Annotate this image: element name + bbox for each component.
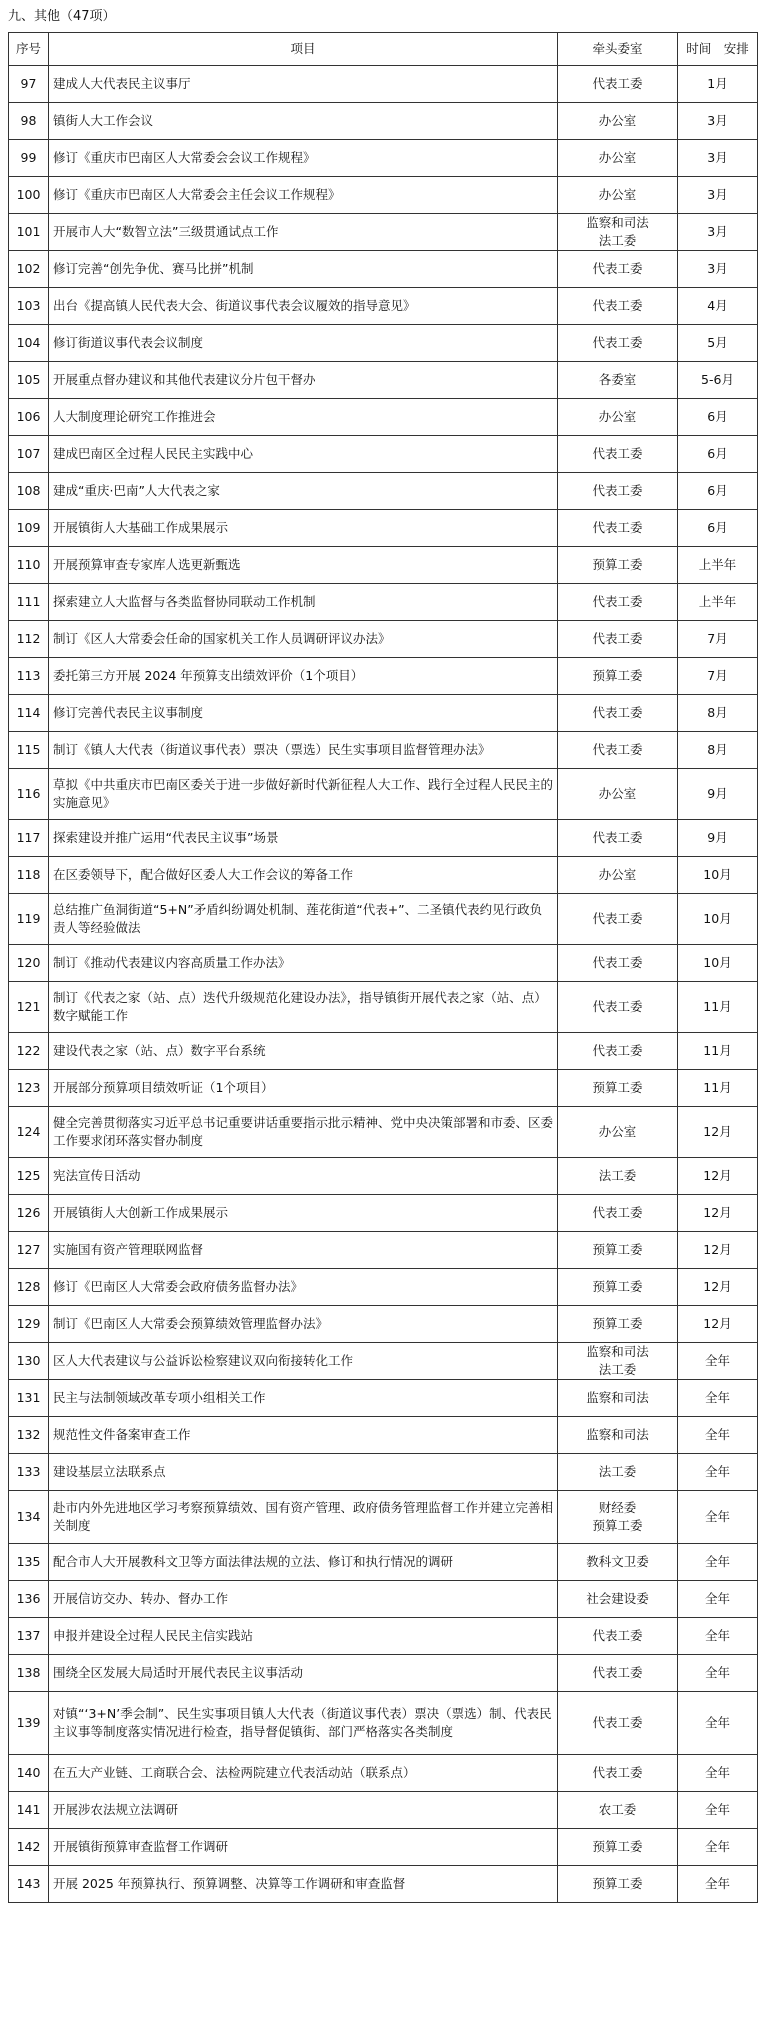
row-number: 139 xyxy=(9,1692,49,1755)
row-time: 3月 xyxy=(678,177,758,214)
row-dept xyxy=(558,1581,678,1618)
dept-line: 办公室 xyxy=(598,409,637,424)
row-time: 8月 xyxy=(678,732,758,769)
row-dept xyxy=(558,1158,678,1195)
dept-line: 代表工委 xyxy=(592,830,643,845)
table-row xyxy=(9,547,758,584)
row-item: 修订完善“创先争优、赛马比拼”机制 xyxy=(49,251,558,288)
row-number: 105 xyxy=(9,362,49,399)
row-dept xyxy=(558,945,678,982)
row-number: 118 xyxy=(9,857,49,894)
row-number: 107 xyxy=(9,436,49,473)
table-row xyxy=(9,399,758,436)
row-item: 委托第三方开展 2024 年预算支出绩效评价（1个项目） xyxy=(49,658,558,695)
row-item: 民主与法制领域改革专项小组相关工作 xyxy=(49,1380,558,1417)
row-time: 上半年 xyxy=(678,547,758,584)
row-number: 126 xyxy=(9,1195,49,1232)
row-dept xyxy=(558,1380,678,1417)
col-header-item: 项目 xyxy=(49,33,558,66)
row-number: 112 xyxy=(9,621,49,658)
row-dept xyxy=(558,1070,678,1107)
row-dept xyxy=(558,769,678,820)
table-row xyxy=(9,473,758,510)
row-time: 1月 xyxy=(678,66,758,103)
row-time: 全年 xyxy=(678,1792,758,1829)
row-number: 129 xyxy=(9,1306,49,1343)
row-dept xyxy=(558,1454,678,1491)
row-time: 11月 xyxy=(678,982,758,1033)
table-row xyxy=(9,1829,758,1866)
dept-line: 代表工委 xyxy=(592,705,643,720)
row-item: 修订完善代表民主议事制度 xyxy=(49,695,558,732)
row-time: 3月 xyxy=(678,214,758,251)
row-number: 130 xyxy=(9,1343,49,1380)
row-time: 12月 xyxy=(678,1232,758,1269)
row-time: 6月 xyxy=(678,510,758,547)
dept-line: 农工委 xyxy=(598,1802,637,1817)
row-number: 135 xyxy=(9,1544,49,1581)
row-item: 探索建设并推广运用“代表民主议事”场景 xyxy=(49,820,558,857)
row-number: 120 xyxy=(9,945,49,982)
row-time: 6月 xyxy=(678,399,758,436)
row-item: 出台《提高镇人民代表大会、街道议事代表会议履效的指导意见》 xyxy=(49,288,558,325)
dept-line: 办公室 xyxy=(598,867,637,882)
work-plan-table xyxy=(8,32,758,1903)
row-item: 镇街人大工作会议 xyxy=(49,103,558,140)
dept-line: 代表工委 xyxy=(592,298,643,313)
table-row xyxy=(9,1792,758,1829)
row-dept xyxy=(558,621,678,658)
row-item: 对镇“‘3+N’季会制”、民生实事项目镇人大代表（街道议事代表）票决（票选）制、代表民主议事等制度落实情况进行检查，指导督促镇街、部门严格落实各类制度 xyxy=(49,1692,558,1755)
row-number: 108 xyxy=(9,473,49,510)
row-time: 10月 xyxy=(678,857,758,894)
row-number: 122 xyxy=(9,1033,49,1070)
row-item: 区人大代表建议与公益诉讼检察建议双向衔接转化工作 xyxy=(49,1343,558,1380)
row-dept xyxy=(558,399,678,436)
row-time: 9月 xyxy=(678,820,758,857)
dept-line: 预算工委 xyxy=(592,1316,643,1331)
row-time: 6月 xyxy=(678,436,758,473)
table-row xyxy=(9,732,758,769)
row-dept xyxy=(558,584,678,621)
dept-line: 法工委 xyxy=(598,1362,637,1377)
row-number: 137 xyxy=(9,1618,49,1655)
row-item: 在区委领导下，配合做好区委人大工作会议的筹备工作 xyxy=(49,857,558,894)
table-row xyxy=(9,1581,758,1618)
row-item: 建设代表之家（站、点）数字平台系统 xyxy=(49,1033,558,1070)
row-number: 131 xyxy=(9,1380,49,1417)
row-time: 全年 xyxy=(678,1491,758,1544)
row-number: 115 xyxy=(9,732,49,769)
row-number: 99 xyxy=(9,140,49,177)
row-item: 建成巴南区全过程人民民主实践中心 xyxy=(49,436,558,473)
table-row xyxy=(9,1195,758,1232)
row-item: 建成“重庆·巴南”人大代表之家 xyxy=(49,473,558,510)
row-dept xyxy=(558,1829,678,1866)
dept-line: 法工委 xyxy=(598,1168,637,1183)
row-item: 开展镇街人大基础工作成果展示 xyxy=(49,510,558,547)
row-number: 119 xyxy=(9,894,49,945)
dept-line: 监察和司法 xyxy=(586,1390,649,1405)
row-number: 113 xyxy=(9,658,49,695)
dept-line: 法工委 xyxy=(598,233,637,248)
dept-line: 办公室 xyxy=(598,1124,637,1139)
row-dept xyxy=(558,1306,678,1343)
table-row xyxy=(9,820,758,857)
row-number: 106 xyxy=(9,399,49,436)
row-time: 全年 xyxy=(678,1581,758,1618)
table-row xyxy=(9,1755,758,1792)
row-time: 12月 xyxy=(678,1195,758,1232)
table-row xyxy=(9,769,758,820)
row-dept xyxy=(558,1544,678,1581)
col-header-no: 序号 xyxy=(9,33,49,66)
row-item: 总结推广鱼洞街道“5+N”矛盾纠纷调处机制、莲花街道“代表+”、二圣镇代表约见行政负责人等经验做法 xyxy=(49,894,558,945)
dept-line: 代表工委 xyxy=(592,955,643,970)
row-time: 4月 xyxy=(678,288,758,325)
row-number: 140 xyxy=(9,1755,49,1792)
table-row xyxy=(9,1417,758,1454)
row-number: 133 xyxy=(9,1454,49,1491)
dept-line: 预算工委 xyxy=(592,668,643,683)
row-time: 3月 xyxy=(678,251,758,288)
table-row xyxy=(9,1343,758,1380)
dept-line: 代表工委 xyxy=(592,520,643,535)
row-dept xyxy=(558,1033,678,1070)
row-dept xyxy=(558,251,678,288)
row-item: 探索建立人大监督与各类监督协同联动工作机制 xyxy=(49,584,558,621)
dept-line: 监察和司法 xyxy=(586,1344,649,1359)
dept-line: 代表工委 xyxy=(592,335,643,350)
row-item: 制订《推动代表建议内容高质量工作办法》 xyxy=(49,945,558,982)
row-item: 人大制度理论研究工作推进会 xyxy=(49,399,558,436)
dept-line: 社会建设委 xyxy=(586,1591,649,1606)
row-dept xyxy=(558,982,678,1033)
dept-line: 办公室 xyxy=(598,113,637,128)
table-row xyxy=(9,1692,758,1755)
dept-line: 代表工委 xyxy=(592,1765,643,1780)
row-item: 制订《镇人大代表（街道议事代表）票决（票选）民生实事项目监督管理办法》 xyxy=(49,732,558,769)
row-item: 开展信访交办、转办、督办工作 xyxy=(49,1581,558,1618)
table-row xyxy=(9,66,758,103)
table-header-row xyxy=(9,33,758,66)
row-item: 修订街道议事代表会议制度 xyxy=(49,325,558,362)
row-time: 10月 xyxy=(678,894,758,945)
dept-line: 预算工委 xyxy=(592,557,643,572)
row-item: 建成人大代表民主议事厅 xyxy=(49,66,558,103)
row-item: 制订《巴南区人大常委会预算绩效管理监督办法》 xyxy=(49,1306,558,1343)
col-header-dept: 牵头委室 xyxy=(558,33,678,66)
row-time: 5月 xyxy=(678,325,758,362)
col-header-time: 时间 安排 xyxy=(678,33,758,66)
row-item: 制订《区人大常委会任命的国家机关工作人员调研评议办法》 xyxy=(49,621,558,658)
dept-line: 预算工委 xyxy=(592,1839,643,1854)
row-time: 12月 xyxy=(678,1269,758,1306)
row-time: 全年 xyxy=(678,1380,758,1417)
table-row xyxy=(9,982,758,1033)
table-row xyxy=(9,894,758,945)
row-dept xyxy=(558,140,678,177)
table-row xyxy=(9,1866,758,1903)
table-row xyxy=(9,325,758,362)
row-dept xyxy=(558,177,678,214)
row-time: 全年 xyxy=(678,1866,758,1903)
row-item: 建设基层立法联系点 xyxy=(49,1454,558,1491)
dept-line: 预算工委 xyxy=(592,1080,643,1095)
row-dept xyxy=(558,1343,678,1380)
row-item: 开展涉农法规立法调研 xyxy=(49,1792,558,1829)
row-dept xyxy=(558,1655,678,1692)
row-time: 全年 xyxy=(678,1692,758,1755)
row-number: 127 xyxy=(9,1232,49,1269)
row-number: 109 xyxy=(9,510,49,547)
row-dept xyxy=(558,103,678,140)
dept-line: 办公室 xyxy=(598,187,637,202)
dept-line: 各委室 xyxy=(598,372,637,387)
row-time: 全年 xyxy=(678,1655,758,1692)
row-number: 116 xyxy=(9,769,49,820)
row-time: 全年 xyxy=(678,1454,758,1491)
row-dept xyxy=(558,473,678,510)
row-dept xyxy=(558,1866,678,1903)
row-dept xyxy=(558,325,678,362)
row-dept xyxy=(558,1269,678,1306)
table-row xyxy=(9,1380,758,1417)
dept-line: 预算工委 xyxy=(592,1876,643,1891)
row-item: 在五大产业链、工商联合会、法检两院建立代表活动站（联系点） xyxy=(49,1755,558,1792)
table-row xyxy=(9,1107,758,1158)
row-dept xyxy=(558,1107,678,1158)
row-time: 9月 xyxy=(678,769,758,820)
dept-line: 预算工委 xyxy=(592,1242,643,1257)
row-time: 3月 xyxy=(678,103,758,140)
row-time: 12月 xyxy=(678,1306,758,1343)
row-number: 98 xyxy=(9,103,49,140)
row-item: 规范性文件备案审查工作 xyxy=(49,1417,558,1454)
table-row xyxy=(9,1269,758,1306)
row-time: 12月 xyxy=(678,1107,758,1158)
row-number: 134 xyxy=(9,1491,49,1544)
row-dept xyxy=(558,547,678,584)
row-time: 6月 xyxy=(678,473,758,510)
row-time: 8月 xyxy=(678,695,758,732)
row-number: 114 xyxy=(9,695,49,732)
dept-line: 代表工委 xyxy=(592,446,643,461)
dept-line: 办公室 xyxy=(598,786,637,801)
table-row xyxy=(9,1491,758,1544)
row-item: 健全完善贯彻落实习近平总书记重要讲话重要指示批示精神、党中央决策部署和市委、区委工作要求闭环落实督办制度 xyxy=(49,1107,558,1158)
table-row xyxy=(9,214,758,251)
row-item: 开展预算审查专家库人选更新甄选 xyxy=(49,547,558,584)
row-number: 102 xyxy=(9,251,49,288)
row-item: 修订《巴南区人大常委会政府债务监督办法》 xyxy=(49,1269,558,1306)
row-number: 128 xyxy=(9,1269,49,1306)
table-row xyxy=(9,140,758,177)
table-row xyxy=(9,362,758,399)
table-row xyxy=(9,177,758,214)
row-time: 全年 xyxy=(678,1618,758,1655)
row-item: 修订《重庆市巴南区人大常委会主任会议工作规程》 xyxy=(49,177,558,214)
row-time: 10月 xyxy=(678,945,758,982)
table-row xyxy=(9,1618,758,1655)
row-item: 修订《重庆市巴南区人大常委会会议工作规程》 xyxy=(49,140,558,177)
row-number: 110 xyxy=(9,547,49,584)
row-dept xyxy=(558,1417,678,1454)
dept-line: 教科文卫委 xyxy=(586,1554,649,1569)
row-dept xyxy=(558,1755,678,1792)
row-time: 全年 xyxy=(678,1544,758,1581)
row-item: 制订《代表之家（站、点）迭代升级规范化建设办法》，指导镇街开展代表之家（站、点）数字赋能工作 xyxy=(49,982,558,1033)
table-row xyxy=(9,103,758,140)
row-dept xyxy=(558,66,678,103)
row-item: 草拟《中共重庆市巴南区委关于进一步做好新时代新征程人大工作、践行全过程人民民主的实施意见》 xyxy=(49,769,558,820)
dept-line: 代表工委 xyxy=(592,594,643,609)
table-row xyxy=(9,1033,758,1070)
row-dept xyxy=(558,1692,678,1755)
table-body xyxy=(9,66,758,1903)
dept-line: 监察和司法 xyxy=(586,215,649,230)
table-row xyxy=(9,621,758,658)
dept-line: 预算工委 xyxy=(592,1279,643,1294)
table-row xyxy=(9,1544,758,1581)
table-row xyxy=(9,1158,758,1195)
table-row xyxy=(9,510,758,547)
row-dept xyxy=(558,214,678,251)
row-time: 全年 xyxy=(678,1343,758,1380)
table-row xyxy=(9,1232,758,1269)
dept-line: 代表工委 xyxy=(592,1628,643,1643)
row-dept xyxy=(558,1491,678,1544)
dept-line: 代表工委 xyxy=(592,261,643,276)
row-time: 11月 xyxy=(678,1033,758,1070)
row-item: 申报并建设全过程人民民主信实践站 xyxy=(49,1618,558,1655)
row-number: 142 xyxy=(9,1829,49,1866)
row-number: 124 xyxy=(9,1107,49,1158)
row-item: 配合市人大开展教科文卫等方面法律法规的立法、修订和执行情况的调研 xyxy=(49,1544,558,1581)
table-row xyxy=(9,288,758,325)
table-row xyxy=(9,251,758,288)
row-number: 132 xyxy=(9,1417,49,1454)
row-number: 123 xyxy=(9,1070,49,1107)
dept-line: 监察和司法 xyxy=(586,1427,649,1442)
table-row xyxy=(9,658,758,695)
row-dept xyxy=(558,894,678,945)
table-row xyxy=(9,857,758,894)
dept-line: 代表工委 xyxy=(592,742,643,757)
dept-line: 代表工委 xyxy=(592,483,643,498)
table-row xyxy=(9,1070,758,1107)
row-time: 7月 xyxy=(678,658,758,695)
dept-line: 法工委 xyxy=(598,1464,637,1479)
row-number: 97 xyxy=(9,66,49,103)
row-number: 121 xyxy=(9,982,49,1033)
row-item: 开展镇街预算审查监督工作调研 xyxy=(49,1829,558,1866)
row-time: 全年 xyxy=(678,1829,758,1866)
dept-line: 代表工委 xyxy=(592,631,643,646)
row-dept xyxy=(558,1792,678,1829)
row-dept xyxy=(558,820,678,857)
row-dept xyxy=(558,1232,678,1269)
row-time: 3月 xyxy=(678,140,758,177)
row-item: 赴市内外先进地区学习考察预算绩效、国有资产管理、政府债务管理监督工作并建立完善相关制度 xyxy=(49,1491,558,1544)
row-dept xyxy=(558,436,678,473)
table-row xyxy=(9,1454,758,1491)
table-row xyxy=(9,1306,758,1343)
dept-line: 代表工委 xyxy=(592,1043,643,1058)
table-row xyxy=(9,584,758,621)
dept-line: 代表工委 xyxy=(592,999,643,1014)
row-dept xyxy=(558,510,678,547)
row-item: 开展重点督办建议和其他代表建议分片包干督办 xyxy=(49,362,558,399)
row-time: 11月 xyxy=(678,1070,758,1107)
row-number: 138 xyxy=(9,1655,49,1692)
table-row xyxy=(9,945,758,982)
row-item: 开展市人大“数智立法”三级贯通试点工作 xyxy=(49,214,558,251)
row-number: 117 xyxy=(9,820,49,857)
row-time: 5-6月 xyxy=(678,362,758,399)
row-item: 实施国有资产管理联网监督 xyxy=(49,1232,558,1269)
row-dept xyxy=(558,695,678,732)
row-item: 开展部分预算项目绩效听证（1个项目） xyxy=(49,1070,558,1107)
dept-line: 代表工委 xyxy=(592,1715,643,1730)
row-dept xyxy=(558,1195,678,1232)
row-dept xyxy=(558,288,678,325)
dept-line: 代表工委 xyxy=(592,911,643,926)
row-time: 全年 xyxy=(678,1417,758,1454)
row-dept xyxy=(558,732,678,769)
row-number: 103 xyxy=(9,288,49,325)
row-dept xyxy=(558,658,678,695)
dept-line: 财经委 xyxy=(598,1500,637,1515)
dept-line: 代表工委 xyxy=(592,76,643,91)
dept-line: 预算工委 xyxy=(592,1518,643,1533)
row-number: 101 xyxy=(9,214,49,251)
row-item: 围绕全区发展大局适时开展代表民主议事活动 xyxy=(49,1655,558,1692)
dept-line: 代表工委 xyxy=(592,1205,643,1220)
table-row xyxy=(9,436,758,473)
row-number: 141 xyxy=(9,1792,49,1829)
row-time: 上半年 xyxy=(678,584,758,621)
row-time: 全年 xyxy=(678,1755,758,1792)
row-dept xyxy=(558,1618,678,1655)
row-item: 宪法宣传日活动 xyxy=(49,1158,558,1195)
row-item: 开展镇街人大创新工作成果展示 xyxy=(49,1195,558,1232)
row-number: 104 xyxy=(9,325,49,362)
table-row xyxy=(9,1655,758,1692)
row-number: 136 xyxy=(9,1581,49,1618)
row-number: 111 xyxy=(9,584,49,621)
row-dept xyxy=(558,362,678,399)
row-time: 12月 xyxy=(678,1158,758,1195)
dept-line: 代表工委 xyxy=(592,1665,643,1680)
section-heading: 九、其他（47项） xyxy=(8,9,116,24)
row-number: 125 xyxy=(9,1158,49,1195)
row-number: 143 xyxy=(9,1866,49,1903)
row-time: 7月 xyxy=(678,621,758,658)
dept-line: 办公室 xyxy=(598,150,637,165)
row-item: 开展 2025 年预算执行、预算调整、决算等工作调研和审查监督 xyxy=(49,1866,558,1903)
row-dept xyxy=(558,857,678,894)
row-number: 100 xyxy=(9,177,49,214)
table-row xyxy=(9,695,758,732)
